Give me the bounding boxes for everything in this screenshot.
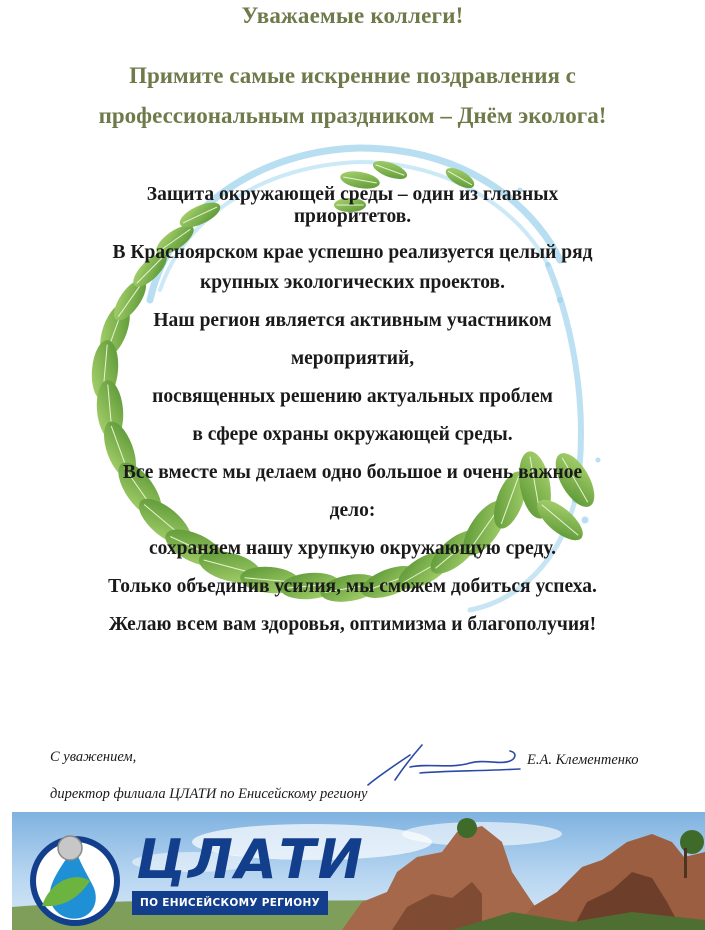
body-line-6: мероприятий, (290, 348, 415, 369)
body-line-3: В Красноярском крае успешно реализуется целый ряд (112, 242, 593, 263)
body-line-4: крупных экологических проектов. (200, 272, 505, 293)
congratulation-line-2: профессиональным праздником – Днём эколога! (98, 103, 607, 128)
tlati-logo-icon (20, 826, 138, 926)
body-line-11: сохраняем нашу хрупкую окружающую среду. (148, 538, 557, 559)
body-line-10: дело: (329, 500, 376, 521)
signature-name: Е.А. Клементенко (527, 752, 639, 768)
letter-body (30, 184, 675, 644)
body-line-9: Все вместе мы делаем одно большое и очень важное (122, 462, 583, 483)
logo-subtitle: ПО ЕНИСЕЙСКОМУ РЕГИОНУ (132, 891, 328, 915)
signature-title: директор филиала ЦЛАТИ по Енисейскому региону (50, 786, 368, 802)
body-line-5: Наш регион является активным участником (153, 310, 552, 331)
greeting-heading: Уважаемые коллеги! (241, 3, 464, 28)
body-line-1: Защита окружающей среды – один из главных (146, 184, 559, 205)
body-line-7: посвященных решению актуальных проблем (152, 386, 553, 407)
signature-regards: С уважением, (50, 749, 137, 765)
body-line-8: в сфере охраны окружающей среды. (192, 424, 513, 445)
body-line-12: Только объединив усилия, мы сможем добиться успеха. (108, 576, 597, 597)
congratulation-heading (40, 56, 665, 136)
body-line-2: приоритетов. (293, 206, 412, 227)
body-line-13: Желаю всем вам здоровья, оптимизма и благополучия! (108, 614, 597, 635)
logo-text: ЦЛАТИ (136, 828, 365, 891)
congratulation-line-1: Примите самые искренние поздравления с (129, 63, 576, 88)
signature-mark (360, 735, 530, 795)
